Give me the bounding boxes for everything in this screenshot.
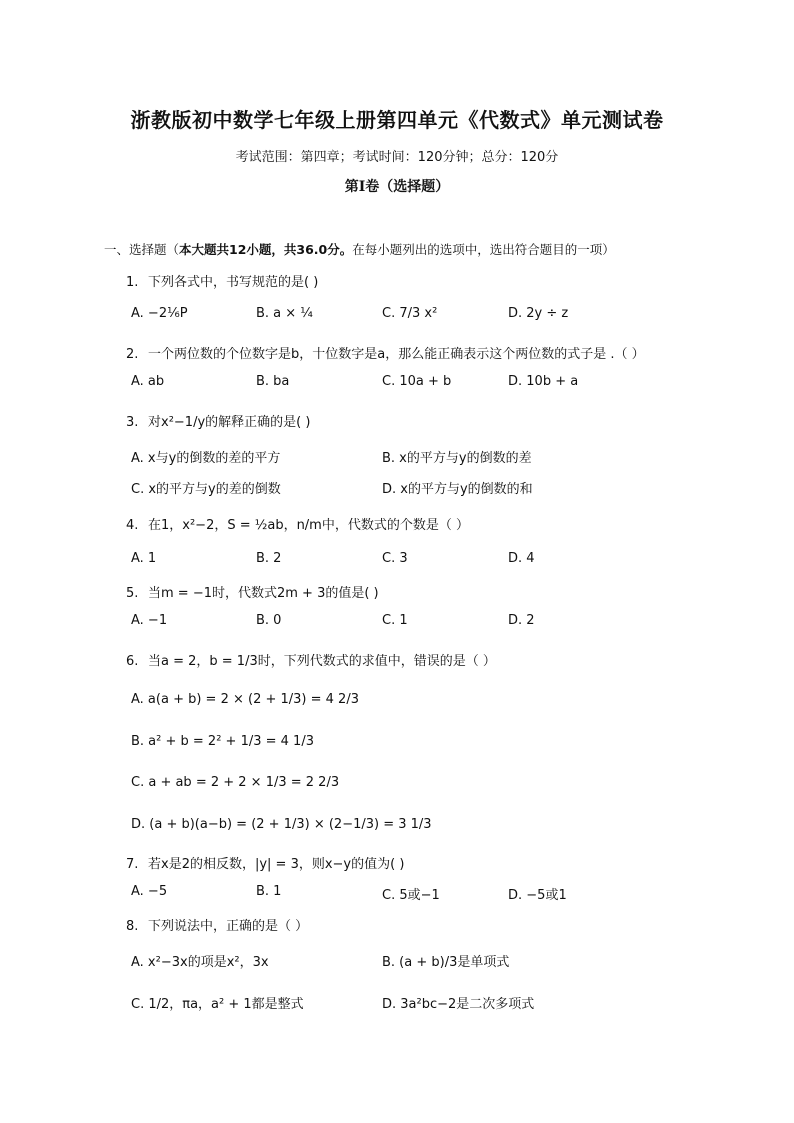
q6-option-b[interactable]: B. a² + b = 2² + 1/3 = 4 1/3 [131, 734, 314, 749]
question-4: 4. 在1，x²−2，S = ½ab，n/m中，代数式的个数是（ ） [126, 518, 469, 533]
q1-option-a[interactable]: A. −2⅙P [131, 306, 188, 321]
q7-option-b[interactable]: B. 1 [256, 884, 282, 899]
q5-option-c[interactable]: C. 1 [382, 613, 408, 628]
q3-option-d[interactable]: D. x的平方与y的倒数的和 [382, 482, 533, 497]
q5-option-a[interactable]: A. −1 [131, 613, 168, 628]
q1-option-b[interactable]: B. a × ¼ [256, 306, 313, 321]
q4-option-c[interactable]: C. 3 [382, 551, 408, 566]
section-heading: 一、选择题（本大题共12小题，共36.0分。在每小题列出的选项中，选出符合题目的一项） [104, 242, 615, 257]
q5-option-d[interactable]: D. 2 [508, 613, 535, 628]
q7-option-c[interactable]: C. 5或−1 [382, 888, 440, 903]
q4-option-d[interactable]: D. 4 [508, 551, 535, 566]
q4-option-a[interactable]: A. 1 [131, 551, 157, 566]
q2-option-a[interactable]: A. ab [131, 374, 165, 389]
q8-option-b[interactable]: B. (a + b)/3是单项式 [382, 955, 510, 970]
q3-option-c[interactable]: C. x的平方与y的差的倒数 [131, 482, 281, 497]
q2-option-b[interactable]: B. ba [256, 374, 290, 389]
q7-option-a[interactable]: A. −5 [131, 884, 168, 899]
q3-option-a[interactable]: A. x与y的倒数的差的平方 [131, 451, 281, 466]
q6-option-d[interactable]: D. (a + b)(a−b) = (2 + 1/3) × (2−1/3) = 3 1/3 [131, 817, 432, 832]
question-2: 2. 一个两位数的个位数字是b，十位数字是a，那么能正确表示这个两位数的式子是 .（ ） [126, 347, 645, 362]
q8-option-d[interactable]: D. 3a²bc−2是二次多项式 [382, 997, 535, 1012]
question-6: 6. 当a = 2，b = 1/3时，下列代数式的求值中，错误的是（ ） [126, 654, 496, 669]
q7-option-d[interactable]: D. −5或1 [508, 888, 567, 903]
q6-option-a[interactable]: A. a(a + b) = 2 × (2 + 1/3) = 4 2/3 [131, 692, 359, 707]
q2-option-c[interactable]: C. 10a + b [382, 374, 452, 389]
question-8: 8. 下列说法中，正确的是（ ） [126, 919, 309, 934]
q2-option-d[interactable]: D. 10b + a [508, 374, 579, 389]
q1-option-c[interactable]: C. 7/3 x² [382, 306, 438, 321]
q8-option-c[interactable]: C. 1/2，πa，a² + 1都是整式 [131, 997, 304, 1012]
q1-option-d[interactable]: D. 2y ÷ z [508, 306, 569, 321]
page-title: 浙教版初中数学七年级上册第四单元《代数式》单元测试卷 [130, 108, 664, 132]
q6-option-c[interactable]: C. a + ab = 2 + 2 × 1/3 = 2 2/3 [131, 775, 340, 790]
question-1: 1. 下列各式中，书写规范的是( ) [126, 275, 319, 290]
q8-option-a[interactable]: A. x²−3x的项是x²，3x [131, 955, 269, 970]
q5-option-b[interactable]: B. 0 [256, 613, 282, 628]
exam-info: 考试范围：第四章；考试时间：120分钟；总分：120分 [235, 150, 559, 165]
question-5: 5. 当m = −1时，代数式2m + 3的值是( ) [126, 586, 379, 601]
volume-heading: 第I卷（选择题） [344, 179, 450, 195]
q4-option-b[interactable]: B. 2 [256, 551, 282, 566]
question-3: 3. 对x²−1/y的解释正确的是( ) [126, 415, 311, 430]
q3-option-b[interactable]: B. x的平方与y的倒数的差 [382, 451, 532, 466]
question-7: 7. 若x是2的相反数，|y| = 3，则x−y的值为( ) [126, 857, 405, 872]
